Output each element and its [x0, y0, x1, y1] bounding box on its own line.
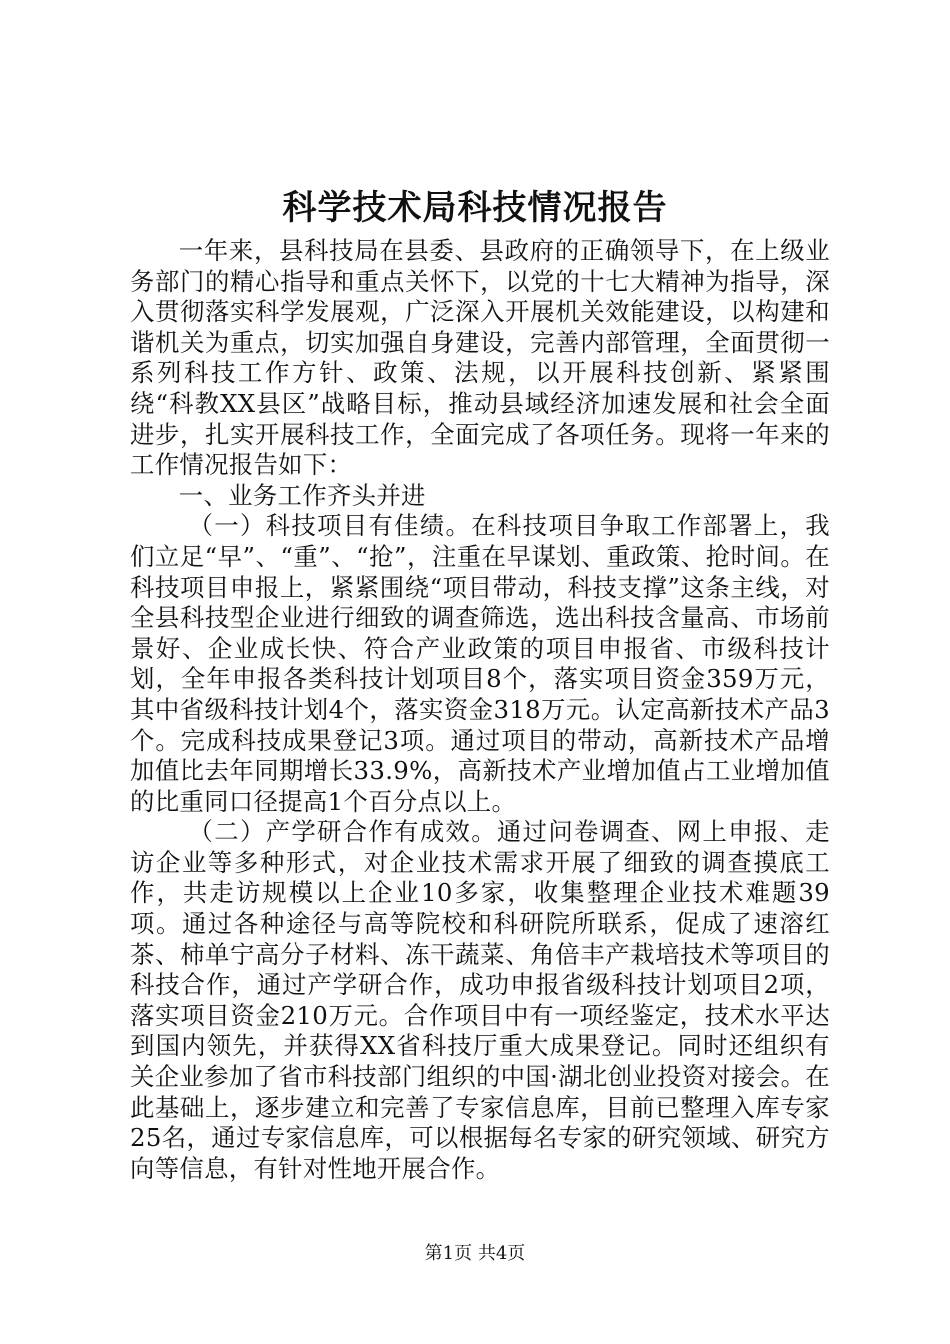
- section-heading-1: 一、业务工作齐头并进: [178, 480, 426, 510]
- document-title: 科学技术局科技情况报告: [282, 188, 668, 228]
- paragraph-industry-research: （二）产学研合作有成效。通过问卷调查、网上申报、走访企业等多种形式，对企业技术需求开展了细致的调查摸底工作，共走访规模以上企业10多家，收集整理企业技术难题39项。通过各种途径与高等院校和科研院所联系，促成了速溶红茶、柿单宁高分子材料、冻干蔬菜、角倍丰产栽培技术等项目的科技合作，通过产学研合作，成功申报省级科技计划项目2项，落实项目资金210万元。合作项目中有一项经鉴定，技术水平达到国内领先，并获得XX省科技厅重大成果登记。同时还组织有关企业参加了省市科技部门组织的中国·湖北创业投资对接会。在此基础上，逐步建立和完善了专家信息库，目前已整理入库专家25名，通过专家信息库，可以根据每名专家的研究领域、研究方向等信息，有针对性地开展合作。: [130, 817, 830, 1183]
- document-body: [130, 236, 830, 1184]
- page-footer: 第1页 共4页: [424, 1243, 526, 1264]
- paragraph-tech-projects: （一）科技项目有佳绩。在科技项目争取工作部署上，我们立足“早”、“重”、“抢”，注重在早谋划、重政策、抢时间。在科技项目申报上，紧紧围绕“项目带动，科技支撑”这条主线，对全县科技型企业进行细致的调查筛选，选出科技含量高、市场前景好、企业成长快、符合产业政策的项目申报省、市级科技计划，全年申报各类科技计划项目8个，落实项目资金359万元，其中省级科技计划4个，落实资金318万元。认定高新技术产品3个。完成科技成果登记3项。通过项目的带动，高新技术产品增加值比去年同期增长33.9%，高新技术产业增加值占工业增加值的比重同口径提高1个百分点以上。: [130, 511, 830, 816]
- paragraph-intro: 一年来，县科技局在县委、县政府的正确领导下，在上级业务部门的精心指导和重点关怀下，以党的十七大精神为指导，深入贯彻落实科学发展观，广泛深入开展机关效能建设，以构建和谐机关为重点，切实加强自身建设，完善内部管理，全面贯彻一系列科技工作方针、政策、法规，以开展科技创新、紧紧围绕“科教XX县区”战略目标，推动县域经济加速发展和社会全面进步，扎实开展科技工作，全面完成了各项任务。现将一年来的工作情况报告如下：: [130, 236, 830, 480]
